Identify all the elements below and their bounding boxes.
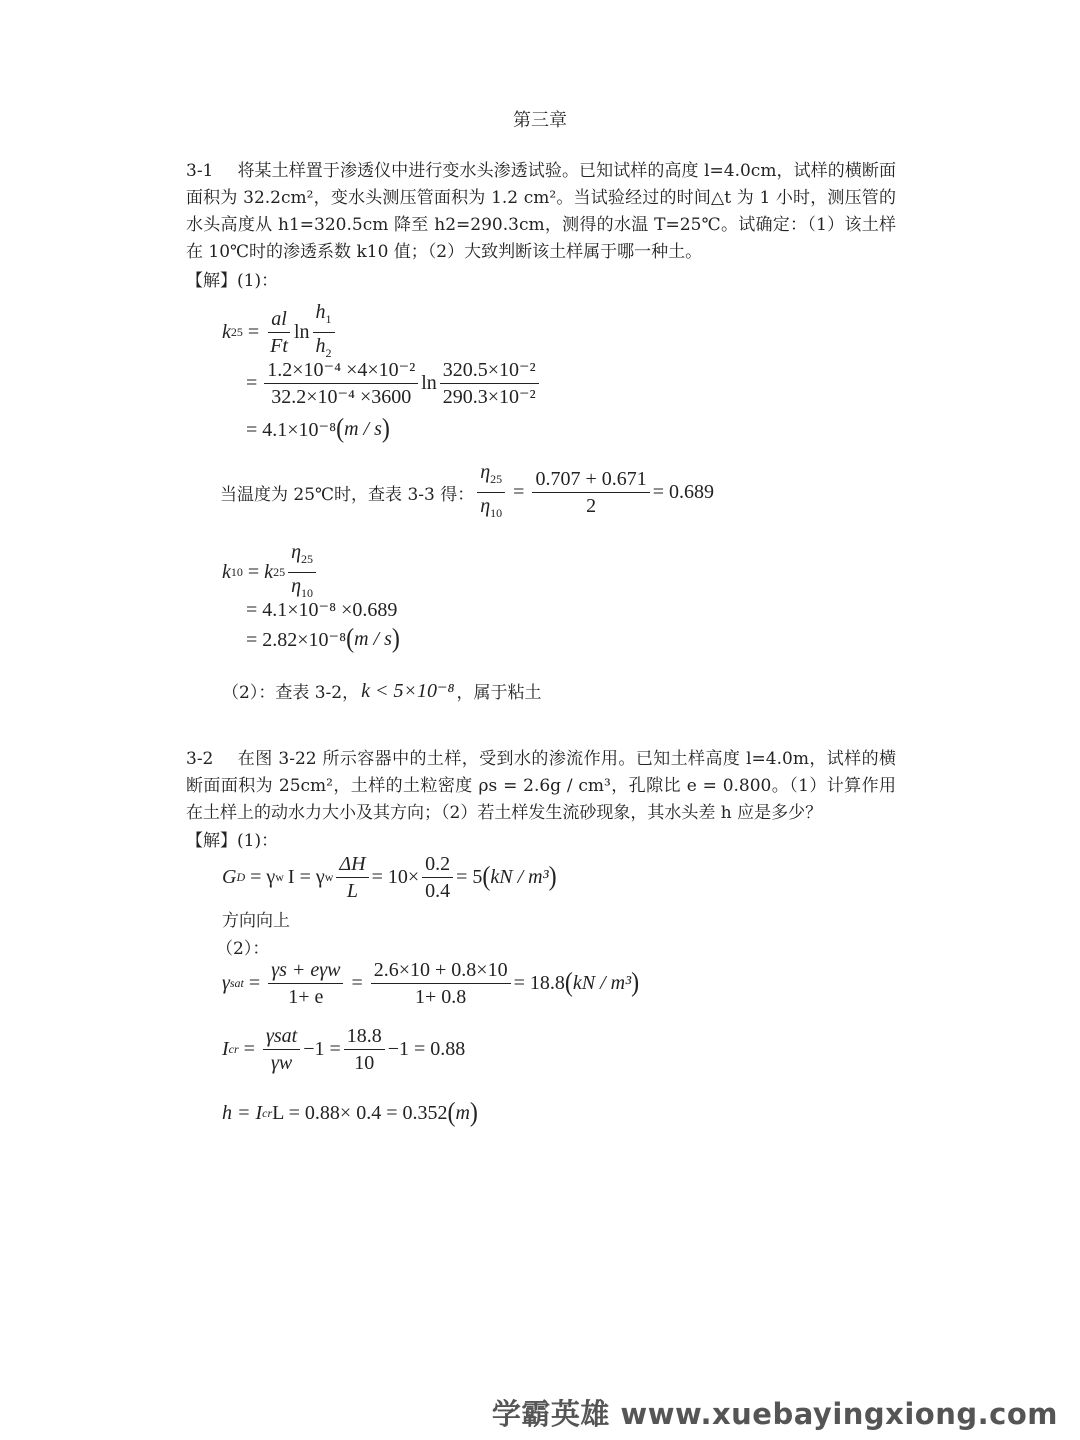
temperature-line: 当温度为 25℃时，查表 3-3 得： $\frac{\eta_{25}}{\eta_{10}}$ = $\frac{0.707 + 0.671}{2}$ = 0.689	[220, 461, 715, 520]
part2-label: （2）：	[216, 939, 270, 959]
solution-label: 【解】(1)：	[186, 831, 279, 851]
problem-statement: 在图 3-22 所示容器中的土样，受到水的渗流作用。已知土样高度 l=4.0m，试样的横断面面积为 25cm²，土样的土粒密度 ρs = 2.6g / cm³，孔隙比 e = 0.800。（1）计算作用在土样上的动水力大小及其方向；（2）若土样发生流砂现象，其水头差 h 应是多少？	[186, 749, 896, 823]
problem-3-2-text	[186, 746, 896, 827]
equation-gd: G D = γ w I = γ w $\frac{\Delta H}{L}$ = 10× $\frac{0.2}{0.4}$ = 5 ( kN / m³ )	[222, 853, 557, 902]
problem-statement: 将某土样置于渗透仪中进行变水头渗透试验。已知试样的高度 l=4.0cm，试样的横断面面积为 32.2cm²，变水头测压管面积为 1.2 cm²。当试验经过的时间△t 为 1 小时，测压管的水头高度从 h1=320.5cm 降至 h2=290.3cm，测得的水温 T=25℃。试确定：（1）该土样在 10℃时的渗透系数 k10 值；（2）大致判断该土样属于哪一种土。	[186, 161, 896, 262]
equation-gamma-sat: γ sat = $\frac{\text{γs + eγw}}{1+ e}$ = $\frac{2.6\times 10 + 0.8\times 10}{1+ 0.8}$ = 18.8 ( kN / m³ )	[222, 959, 640, 1008]
equation-k10-substitution: = 4.1×10⁻⁸ ×0.689	[246, 599, 398, 621]
equation-icr: I cr = $\frac{\text{γsat}}{\gamma w}$ −1 = $\frac{18.8}{10}$ −1 = 0.88	[222, 1025, 466, 1074]
equation-k10: k 10 = k 25 $\frac{\eta_{25}}{\eta_{10}}$	[222, 540, 319, 605]
direction-text: 方向向上	[222, 911, 290, 931]
equation-k25: k 25 = $\frac{al}{Ft}$ ln $\frac{h_1}{h_2}$	[222, 300, 338, 365]
problem-3-1-text	[186, 158, 896, 266]
chapter-title: 第三章	[513, 110, 567, 131]
watermark: 学霸英雄 www.xuebayingxiong.com	[491, 1397, 1058, 1431]
equation-substitution: = $\frac{\text{1.2×10⁻⁴ ×4×10⁻²}}{\text{32.2×10⁻⁴ ×3600}}$ ln $\frac{\text{320.5×10⁻²}}{\text{290.3×10⁻²}}$	[246, 358, 542, 409]
equation-result-k25: = 4.1×10⁻⁸ ( m / s )	[246, 413, 390, 444]
part2-conclusion: （2）：查表 3-2， k < 5×10⁻⁸ ，属于粘土	[222, 680, 542, 703]
solution-label: 【解】(1)：	[186, 271, 279, 291]
problem-number: 3-2	[186, 749, 214, 769]
problem-number: 3-1	[186, 161, 214, 181]
equation-h: h = I cr L = 0.88× 0.4 = 0.352 ( m )	[222, 1097, 478, 1128]
equation-k10-result: = 2.82×10⁻⁸ ( m / s )	[246, 623, 400, 654]
